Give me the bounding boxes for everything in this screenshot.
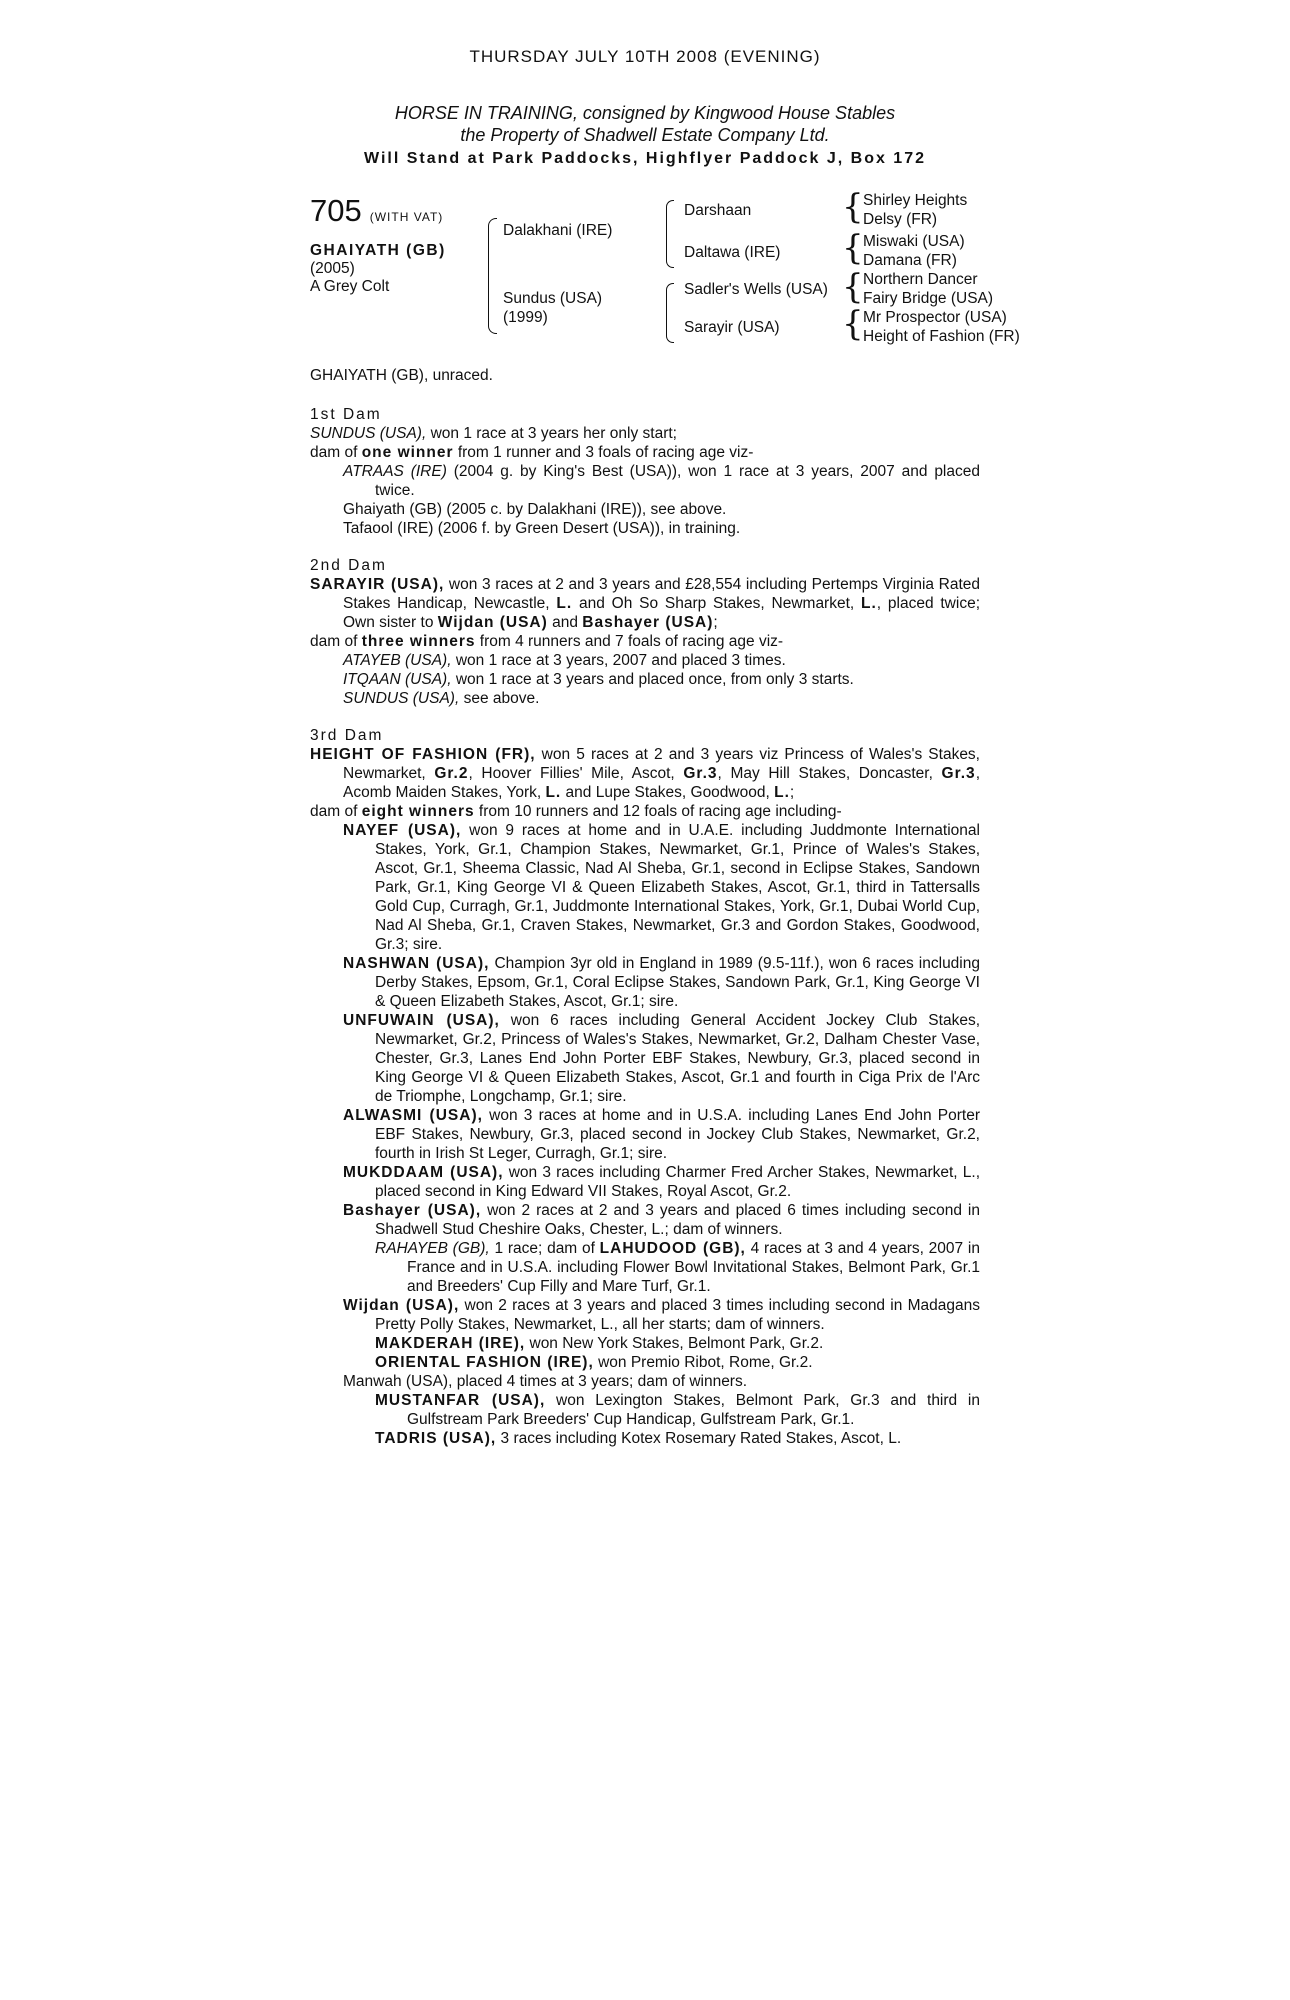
produce-item [310, 670, 980, 689]
third-dam-heading: 3rd Dam [310, 727, 384, 744]
produce-name: ATRAAS (IRE) [343, 463, 447, 480]
record-text: , Hoover Fillies' Mile, Ascot, [468, 765, 684, 782]
sibling-name: Wijdan (USA) [437, 614, 548, 631]
produce-text: won Lexington Stakes, Belmont Park, Gr.3 and third in Gulfstream Park Breeders' Cup Handicap, Gulfstream Park, Gr.1. [407, 1392, 980, 1428]
lot-number-value: 705 [310, 193, 362, 228]
produce-text: (2004 g. by King's Best (USA)), won 1 race at 3 years, 2007 and placed twice. [375, 463, 980, 499]
horse-year: (2005) [310, 260, 355, 277]
race-grade: Gr.3 [941, 765, 976, 782]
third-dam-section [310, 726, 980, 1448]
first-dam-winners: one winner [361, 444, 454, 461]
pedigree-brace-2: { [842, 228, 864, 268]
produce-text: won Premio Ribot, Rome, Gr.2. [593, 1354, 813, 1371]
pedigree-sdd: Damana (FR) [863, 252, 957, 269]
second-dam-record [310, 575, 980, 632]
horse-name: GHAIYATH (GB) [310, 242, 446, 259]
produce-name: ATAYEB (USA), [343, 652, 452, 669]
grand-produce-item [310, 1239, 980, 1296]
produce-item [310, 1163, 980, 1201]
pedigree-dss: Northern Dancer [863, 271, 978, 288]
produce-name: UNFUWAIN (USA), [343, 1012, 500, 1029]
third-dam-record [310, 745, 980, 802]
pedigree-dam-year: (1999) [503, 309, 548, 326]
second-dam-name: SARAYIR (USA), [310, 576, 445, 593]
sale-date: THURSDAY JULY 10TH 2008 (EVENING) [469, 47, 821, 66]
produce-text: 4 races at 3 and 4 years, 2007 in France and in U.S.A. including Flower Bowl Invitational Stakes, Belmont Park, Gr.1 and Breeders' Cup Filly and Mare Turf, Gr.1. [407, 1240, 980, 1295]
first-dam-section [310, 405, 980, 538]
first-dam-of-suffix: from 1 runner and 3 foals of racing age viz- [453, 444, 754, 461]
grand-produce-item [310, 1353, 980, 1372]
third-dam-of-prefix: dam of [310, 803, 362, 820]
produce-name: ITQAAN (USA), [343, 671, 452, 688]
produce-name: NASHWAN (USA), [343, 955, 490, 972]
race-grade: Gr.3 [683, 765, 718, 782]
first-dam-name: SUNDUS (USA), [310, 425, 427, 442]
produce-name: RAHAYEB (GB), [375, 1240, 490, 1257]
pedigree-brace-parents [488, 218, 497, 334]
grand-produce-item [310, 1391, 980, 1429]
produce-name: Wijdan (USA), [343, 1297, 460, 1314]
record-text: , May Hill Stakes, Doncaster, [717, 765, 942, 782]
produce-name: MUKDDAAM (USA), [343, 1164, 504, 1181]
record-text: , placed twice; Own sister to [343, 595, 980, 631]
vat-note: (WITH VAT) [369, 210, 444, 224]
first-dam-record: won 1 race at 3 years her only start; [426, 425, 677, 442]
produce-item [310, 689, 980, 708]
record-text: and Lupe Stakes, Goodwood, [561, 784, 775, 801]
produce-item [310, 954, 980, 1011]
property-line: the Property of Shadwell Estate Company Ltd. [460, 125, 830, 145]
produce-item [310, 651, 980, 670]
record-text: ; [713, 614, 718, 631]
pedigree-brace-3: { [842, 267, 864, 307]
record-text: won 3 races at 2 and 3 years and £28,554 including Pertemps Virginia Rated Stakes Handicap, Newcastle, [343, 576, 980, 612]
pedigree-dam: Sundus (USA) [503, 290, 603, 307]
record-text: and [547, 614, 583, 631]
second-dam-heading: 2nd Dam [310, 557, 387, 574]
third-dam-of-suffix: from 10 runners and 12 foals of racing age including- [474, 803, 842, 820]
produce-text: Champion 3yr old in England in 1989 (9.5-11f.), won 6 races including Derby Stakes, Epsom, Gr.1, Coral Eclipse Stakes, Sandown Park, Gr.1, King George VI & Queen Elizabeth Stakes, Ascot, Gr.1; sire. [375, 955, 980, 1010]
third-dam-name: HEIGHT OF FASHION (FR), [310, 746, 536, 763]
second-dam-section [310, 556, 980, 708]
pedigree-dds: Mr Prospector (USA) [863, 309, 1007, 326]
produce-text: won 1 race at 3 years and placed once, from only 3 starts. [451, 671, 854, 688]
record-text: ; [789, 784, 795, 801]
pedigree-dam-dam: Sarayir (USA) [684, 319, 780, 336]
produce-text: won 6 races including General Accident Jockey Club Stakes, Newmarket, Gr.2, Princess of Wales's Stakes, Newmarket, Gr.2, Dalham Chester Vase, Chester, Gr.3, Lanes End John Porter EBF Stakes, Newbury, Gr.3, placed second in King George VI & Queen Elizabeth Stakes, Ascot, Gr.1 and fourth in Ciga Prix de l'Arc de Triomphe, Longchamp, Gr.1; sire. [375, 1012, 980, 1105]
pedigree-ddd: Height of Fashion (FR) [863, 328, 1020, 345]
second-dam-of-suffix: from 4 runners and 7 foals of racing age viz- [475, 633, 784, 650]
pedigree-brace-1: { [842, 187, 864, 227]
produce-text: won 2 races at 3 years and placed 3 times including second in Madagans Pretty Polly Stakes, Newmarket, L., all her starts; dam of winners. [375, 1297, 981, 1333]
produce-text: won 1 race at 3 years, 2007 and placed 3 times. [451, 652, 786, 669]
produce-item [310, 1106, 980, 1163]
produce-item: Manwah (USA), placed 4 times at 3 years; dam of winners. [343, 1373, 748, 1390]
produce-item [310, 821, 980, 954]
produce-item [310, 1201, 980, 1239]
produce-item: Tafaool (IRE) (2006 f. by Green Desert (USA)), in training. [343, 520, 741, 537]
pedigree-sire-dam: Daltawa (IRE) [684, 244, 781, 261]
produce-item [310, 462, 980, 500]
first-dam-heading: 1st Dam [310, 406, 382, 423]
produce-text: 1 race; dam of [489, 1240, 600, 1257]
stand-location: Will Stand at Park Paddocks, Highflyer Paddock J, Box 172 [364, 150, 926, 167]
consignor-line: HORSE IN TRAINING, consigned by Kingwood House Stables [394, 103, 896, 123]
pedigree-brace-4: { [842, 304, 864, 344]
pedigree-sire-sire: Darshaan [684, 202, 752, 219]
pedigree-brace-dam [666, 283, 674, 343]
horse-details [310, 242, 446, 296]
produce-item [310, 1296, 980, 1334]
second-dam-of-prefix: dam of [310, 633, 362, 650]
produce-name: Bashayer (USA), [343, 1202, 482, 1219]
pedigree-sds: Miswaki (USA) [863, 233, 965, 250]
pedigree-dsd: Fairy Bridge (USA) [863, 290, 994, 307]
produce-name: LAHUDOOD (GB), [599, 1240, 746, 1257]
record-text: won 5 races at 2 and 3 years viz Princess of Wales's Stakes, Newmarket, [343, 746, 980, 782]
produce-name: SUNDUS (USA), [343, 690, 460, 707]
pedigree-brace-sire [666, 200, 674, 268]
race-grade: Gr.2 [434, 765, 469, 782]
produce-name: ORIENTAL FASHION (IRE), [375, 1354, 594, 1371]
produce-text: see above. [459, 690, 540, 707]
produce-name: NAYEF (USA), [343, 822, 462, 839]
produce-name: MUSTANFAR (USA), [375, 1392, 546, 1409]
lot-number [310, 193, 443, 229]
first-dam-of-prefix: dam of [310, 444, 362, 461]
record-text: , Acomb Maiden Stakes, York, [343, 765, 980, 801]
produce-text: won 3 races including Charmer Fred Archer Stakes, Newmarket, L., placed second in King Edward VII Stakes, Royal Ascot, Gr.2. [375, 1164, 980, 1200]
grand-produce-item [310, 1429, 980, 1448]
produce-item [310, 1011, 980, 1106]
record-text: and Oh So Sharp Stakes, Newmarket, [572, 595, 862, 612]
sibling-name: Bashayer (USA) [582, 614, 714, 631]
race-grade: L. [545, 784, 562, 801]
pedigree-sss: Shirley Heights [863, 192, 968, 209]
race-record: GHAIYATH (GB), unraced. [310, 367, 493, 384]
produce-item: Ghaiyath (GB) (2005 c. by Dalakhani (IRE)), see above. [343, 501, 727, 518]
pedigree-dam-sire: Sadler's Wells (USA) [684, 281, 828, 298]
grand-produce-item [310, 1334, 980, 1353]
race-grade: L. [861, 595, 877, 612]
produce-text: won New York Stakes, Belmont Park, Gr.2. [525, 1335, 824, 1352]
pedigree-ssd: Delsy (FR) [863, 211, 938, 228]
produce-name: TADRIS (USA), [375, 1430, 497, 1447]
produce-text: 3 races including Kotex Rosemary Rated Stakes, Ascot, L. [496, 1430, 902, 1447]
horse-description: A Grey Colt [310, 278, 390, 295]
produce-text: won 9 races at home and in U.A.E. including Juddmonte International Stakes, York, Gr.1, Champion Stakes, Newmarket, Gr.1, Prince of Wales's Stakes, Ascot, Gr.1, Sheema Classic, Nad Al Sheba, Gr.1, second in Eclipse Stakes, Sandown Park, Gr.1, King George VI & Queen Elizabeth Stakes, Ascot, Gr.1, third in Tattersalls Gold Cup, Curragh, Gr.1, Juddmonte International Stakes, York, Gr.1, Dubai World Cup, Nad Al Sheba, Gr.1, Craven Stakes, Newmarket, Gr.3 and Gordon Stakes, Goodwood, Gr.3; sire. [375, 822, 980, 953]
race-grade: L. [774, 784, 790, 801]
produce-name: MAKDERAH (IRE), [375, 1335, 526, 1352]
produce-text: won 2 races at 2 and 3 years and placed 6 times including second in Shadwell Stud Cheshire Oaks, Chester, L.; dam of winners. [375, 1202, 980, 1238]
produce-name: ALWASMI (USA), [343, 1107, 483, 1124]
third-dam-winners: eight winners [361, 803, 475, 820]
race-grade: L. [556, 595, 573, 612]
produce-text: won 3 races at home and in U.S.A. including Lanes End John Porter EBF Stakes, Newbury, Gr.3, placed second in Jockey Club Stakes, Newmarket, Gr.2, fourth in Irish St Leger, Curragh, Gr.1; sire. [375, 1107, 981, 1162]
second-dam-winners: three winners [361, 633, 476, 650]
pedigree-sire: Dalakhani (IRE) [503, 222, 613, 239]
